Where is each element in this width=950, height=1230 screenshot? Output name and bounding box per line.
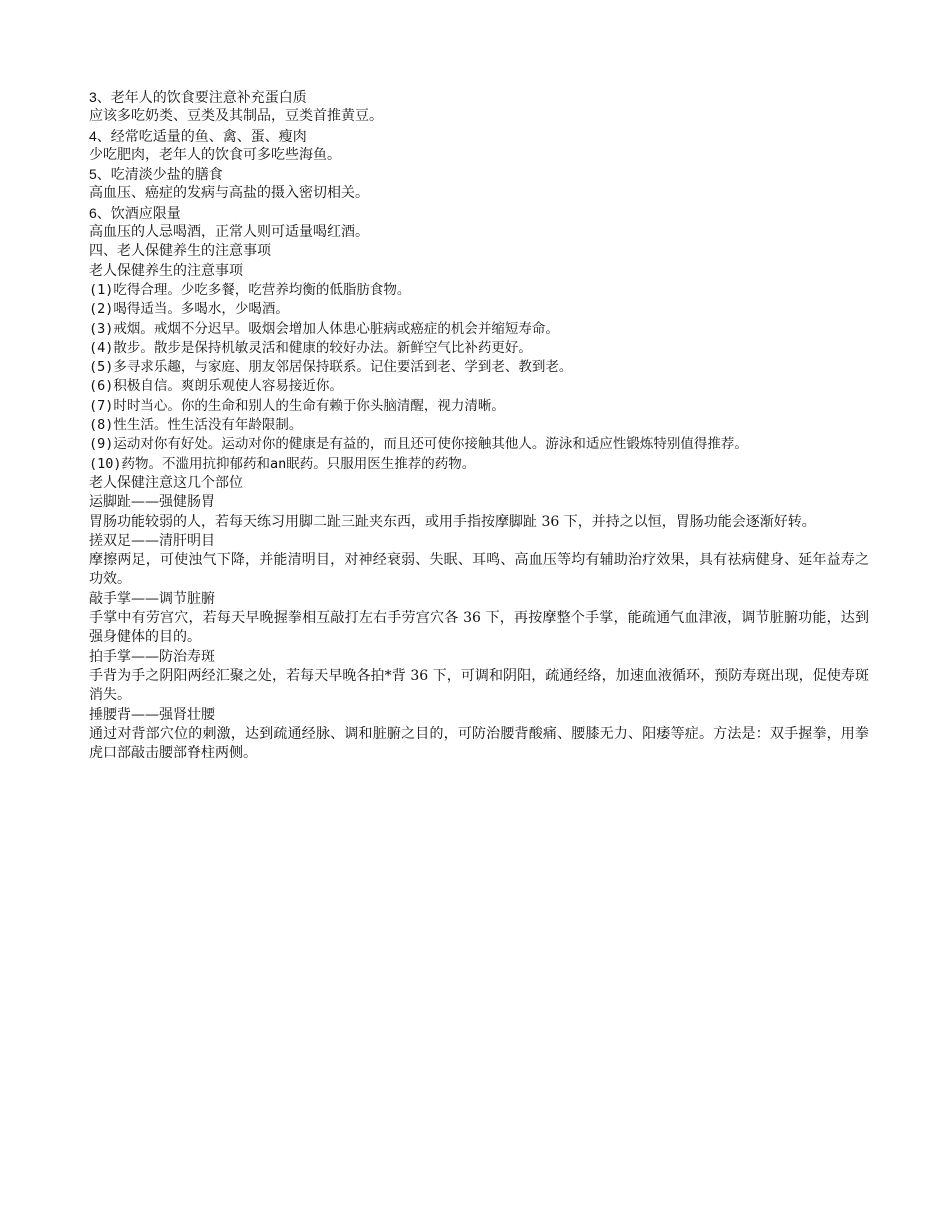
tip-item-5: (5)多寻求乐趣，与家庭、朋友邻居保持联系。记住要活到老、学到老、教到老。: [89, 359, 573, 376]
waist-heading: 捶腰背——强肾壮腰: [89, 706, 215, 723]
feet-heading: 搓双足——清肝明目: [89, 532, 215, 549]
palm-body: 手掌中有劳宫穴，若每天早晚握拳相互敲打左右手劳宫穴各 36 下，再按摩整个手掌，能疏通气血津液，调节脏腑功能，达到强身健体的目的。: [89, 610, 869, 646]
feet-body: 摩擦两足，可使浊气下降，并能清明目，对神经衰弱、失眠、耳鸣、高血压等均有辅助治疗效果，具有祛病健身、延年益寿之功效。: [89, 552, 869, 588]
hand-back-heading: 拍手掌——防治寿斑: [89, 648, 215, 665]
tip-item-9: (9)运动对你有好处。运动对你的健康是有益的，而且还可使你接触其他人。游泳和适应性锻炼特别值得推荐。: [89, 436, 748, 453]
tip-item-1: (1)吃得合理。少吃多餐，吃营养均衡的低脂肪食物。: [89, 281, 411, 298]
parts-heading: 老人保健注意这几个部位: [89, 474, 243, 491]
toes-body: 胃肠功能较弱的人，若每天练习用脚二趾三趾夹东西，或用手指按摩脚趾 36 下，并持之以恒，胃肠功能会逐渐好转。: [89, 513, 816, 530]
waist-body: 通过对背部穴位的刺激，达到疏通经脉、调和脏腑之目的，可防治腰背酸痛、腰膝无力、阳痿等症。方法是：双手握拳，用拳虎口部敲击腰部脊柱两侧。: [89, 725, 869, 762]
diet-3-body: 应该多吃奶类、豆类及其制品，豆类首推黄豆。: [89, 108, 383, 125]
diet-4-body: 少吃肥肉，老年人的饮食可多吃些海鱼。: [89, 146, 341, 163]
toes-heading: 运脚趾——强健肠胃: [89, 494, 215, 511]
tip-item-4: (4)散步。散步是保持机敏灵活和健康的较好办法。新鲜空气比补药更好。: [89, 339, 532, 356]
tip-item-6: (6)积极自信。爽朗乐观使人容易接近你。: [89, 378, 343, 395]
diet-5-body: 高血压、癌症的发病与高盐的摄入密切相关。: [89, 185, 369, 202]
diet-3-heading: 3、老年人的饮食要注意补充蛋白质: [89, 89, 307, 105]
document-body: [89, 88, 869, 763]
tip-item-3: (3)戒烟。戒烟不分迟早。吸烟会增加人体患心脏病或癌症的机会并缩短寿命。: [89, 320, 559, 337]
section-4-heading: 四、老人保健养生的注意事项: [89, 243, 271, 260]
tip-item-8: (8)性生活。性生活没有年龄限制。: [89, 417, 303, 434]
diet-6-body: 高血压的人忌喝酒，正常人则可适量喝红酒。: [89, 224, 369, 241]
section-4-subheading: 老人保健养生的注意事项: [89, 262, 243, 279]
tip-item-2: (2)喝得适当。多喝水，少喝酒。: [89, 301, 289, 318]
diet-6-heading: 6、饮酒应限量: [89, 204, 181, 221]
tip-item-7: (7)时时当心。你的生命和别人的生命有赖于你头脑清醒，视力清晰。: [89, 397, 505, 414]
diet-5-heading: 5、吃清淡少盐的膳食: [89, 166, 223, 183]
palm-heading: 敲手掌——调节脏腑: [89, 590, 215, 607]
tip-item-10: (10)药物。不滥用抗抑郁药和an眠药。只服用医生推荐的药物。: [89, 455, 476, 472]
hand-back-body: 手背为手之阴阳两经汇聚之处，若每天早晚各拍*背 36 下，可调和阴阳，疏通经络，加速血液循环，预防寿斑出现，促使寿斑消失。: [89, 667, 869, 704]
diet-4-heading: 4、经常吃适量的鱼、禽、蛋、瘦肉: [89, 127, 307, 144]
